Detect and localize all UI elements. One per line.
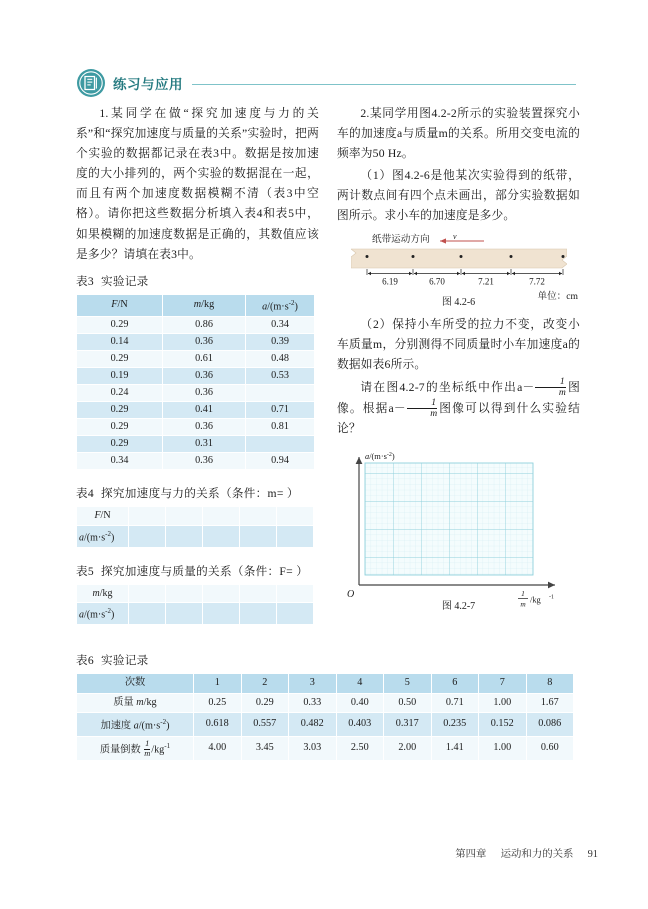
table3-header-force: F/N [77,294,163,316]
table6-caption-text: 实验记录 [101,654,149,667]
table5-block [76,563,319,625]
empty-cell[interactable] [203,603,240,625]
table3-cell: 0.36 [163,385,246,402]
empty-cell[interactable] [203,525,240,547]
table3-cell: 0.81 [246,419,315,436]
table6-header-index: 3 [289,674,337,694]
table6-cell: 0.71 [431,693,479,713]
table6-cell: 0.235 [431,713,479,737]
row-label: $a/(m\cdot s^{-2})$ [77,525,129,547]
table6-caption [76,652,574,668]
left-column [76,104,319,625]
table3-cell [246,385,315,402]
empty-cell[interactable] [240,507,277,525]
tape-units-label: 单位：cm [537,290,578,302]
problem-2-2-text: （2）保持小车所受的拉力不变，改变小车质量m，分别测得不同质量时小车加速度a的数据如表6所示。 [337,317,580,371]
table3-cell: 0.29 [77,350,163,367]
table3-cell: 0.36 [163,333,246,350]
tape-interval-label: 6.19 [382,276,398,287]
table3-cell: 0.29 [77,419,163,436]
p23-part-c: 图像可以得到什么实验结论？ [337,401,580,435]
svg-text:/kg: /kg [530,595,541,605]
table6-header-index: 5 [384,674,432,694]
table5-caption-number: 表5 [76,564,94,578]
table3-cell: 0.71 [246,402,315,419]
table6-cell: 0.33 [289,693,337,713]
table6-cell: 0.403 [336,713,384,737]
coordinate-grid-plot [337,445,580,615]
tape-interval-arrowhead [462,271,465,274]
tape-interval-label: 6.70 [429,276,445,287]
table6-cell: 1.41 [431,736,479,760]
table5-caption-text: 探究加速度与质量的关系（条件：F= ） [101,564,309,578]
table6-cell: 0.482 [289,713,337,737]
table6-cell: 0.557 [241,713,289,737]
empty-cell[interactable] [240,584,277,602]
table-row [77,402,315,419]
footer-page-number: 91 [587,849,598,860]
empty-cell[interactable] [203,584,240,602]
table4-block [76,485,319,547]
table3-caption-text: 实验记录 [101,274,149,288]
row-label: 质量倒数 $\frac{1}{m}$ $/kg^{-1}$ [77,736,194,760]
table6-cell: 3.45 [241,736,289,760]
table3-cell: 0.14 [77,333,163,350]
graph-figure [337,445,580,615]
table4-caption [76,485,319,501]
empty-cell[interactable] [277,525,314,547]
table6-cell: 0.152 [479,713,527,737]
tape-figure [337,231,580,309]
tape-interval-arrowhead [414,271,417,274]
tape-interval-arrowhead [457,271,460,274]
empty-cell[interactable] [203,507,240,525]
table3-cell: 0.29 [77,316,163,333]
table3-header-mass: m/kg [163,294,246,316]
tape-measurements [351,269,567,291]
tape-interval-arrowhead [512,271,515,274]
empty-cell[interactable] [166,603,203,625]
p23-fraction-2: $\frac{1}{m}$ [407,398,438,419]
header-divider [192,84,576,85]
table3-cell: 0.29 [77,436,163,453]
table-row [77,693,574,713]
table5 [76,584,314,625]
table-row [77,385,315,402]
table-row [77,713,574,737]
table-row [77,350,315,367]
table3-caption-number: 表3 [76,274,94,288]
tape-direction-label [372,231,488,245]
row-label: 质量 m/kg [77,693,194,713]
table3-cell: 0.39 [246,333,315,350]
empty-cell[interactable] [166,507,203,525]
table6-header-index: 2 [241,674,289,694]
tape-interval-arrowhead [507,271,510,274]
table3-cell: 0.34 [246,316,315,333]
table6-caption-number: 表6 [76,654,94,667]
table6-cell: 1.00 [479,693,527,713]
table6-cell: 2.00 [384,736,432,760]
table6-block [76,652,574,761]
graph-origin-label: O [347,589,355,601]
table-row [77,453,315,470]
table6-cell: 0.50 [384,693,432,713]
table6-cell: 0.25 [194,693,242,713]
table6-cell: 2.50 [336,736,384,760]
row-label: 加速度 $a/(m\cdot s^{-2})$ [77,713,194,737]
tape-dot [460,255,463,258]
tape-figure-caption: 图 4.2-6 [441,296,476,308]
table3-header-row [77,294,315,316]
footer-chapter-title: 运动和力的关系 [500,849,574,860]
table-row [77,584,314,602]
tape-dot [366,255,369,258]
section-title: 练习与应用 [113,77,183,93]
p23-part-a: 请在图4.2-7的坐标纸中作出a－ [360,380,535,394]
tape-dot [412,255,415,258]
empty-cell[interactable] [240,603,277,625]
table6-cell: 1.00 [479,736,527,760]
problem-2-3-text [337,377,580,439]
table6-header-label: 次数 [77,674,194,694]
table-row [77,507,314,525]
table6-header-row [77,674,574,694]
tape-interval-label: 7.21 [478,276,494,287]
tape-interval-arrowhead [409,271,412,274]
row-label: m/kg [77,584,129,602]
table5-caption [76,563,319,579]
empty-cell[interactable] [129,507,166,525]
table4 [76,506,314,547]
table-row [77,333,315,350]
table6-header-index: 1 [194,674,242,694]
table3-cell: 0.53 [246,367,315,384]
table3-cell: 0.24 [77,385,163,402]
table3-cell: 0.61 [163,350,246,367]
table4-caption-text: 探究加速度与力的关系（条件：m= ） [101,487,299,501]
empty-cell[interactable] [129,584,166,602]
table6-cell: 0.29 [241,693,289,713]
empty-cell[interactable] [277,603,314,625]
table-row [77,603,314,625]
table3-cell: 0.36 [163,453,246,470]
table3-cell: 0.86 [163,316,246,333]
table6-cell: 0.60 [526,736,574,760]
empty-cell[interactable] [277,507,314,525]
table6-cell: 4.00 [194,736,242,760]
table-row [77,419,315,436]
table3-cell: 0.36 [163,419,246,436]
section-header [76,66,576,100]
table3-cell: 0.31 [163,436,246,453]
empty-cell[interactable] [129,603,166,625]
table6-cell: 0.086 [526,713,574,737]
problem-2-1-text: （1）图4.2-6是他某次实验得到的纸带，两计数点间有四个点未画出，部分实验数据如图所示。求小车的加速度是多少。 [337,169,580,223]
graph-figure-caption: 图 4.2-7 [441,601,476,613]
tape-interval-arrowhead [559,271,562,274]
empty-cell[interactable] [129,525,166,547]
table3-caption [76,273,319,289]
table6 [76,673,574,761]
row-label: $a/(m\cdot s^{-2})$ [77,603,129,625]
book-badge-icon [76,68,106,98]
problem-2-text: 2.某同学用图4.2-2所示的实验装置探究小车的加速度a与质量m的关系。所用交变电流的频率为50 Hz。 [337,107,580,161]
table6-cell: 0.317 [384,713,432,737]
velocity-arrow-icon [432,234,488,245]
table6-header-index: 8 [526,674,574,694]
tape-interval-arrowhead [368,271,371,274]
svg-text:m: m [520,599,526,609]
p23-fraction-1: $\frac{1}{m}$ [535,377,566,398]
p23-part-b: 图像。根据a－ [337,380,580,415]
page-footer [0,845,598,860]
table3-cell: 0.36 [163,367,246,384]
table3-cell: 0.19 [77,367,163,384]
table3 [76,294,315,471]
table-row [77,525,314,547]
graph-y-axis-label: $a/(m\cdot s^{-2})$ [365,452,395,462]
table6-cell: 3.03 [289,736,337,760]
table6-header-index: 6 [431,674,479,694]
table-row [77,316,315,333]
tape-dot [510,255,513,258]
tape-strip [351,247,567,270]
table-row [77,736,574,760]
tape-direction-text: 纸带运动方向 [372,233,430,245]
right-column [337,104,580,615]
tape-interval-label: 7.72 [529,276,545,287]
table3-cell: 0.34 [77,453,163,470]
table3-cell: 0.94 [246,453,315,470]
empty-cell[interactable] [166,584,203,602]
table6-cell: 1.67 [526,693,574,713]
problem-1-text: 1.某同学在做“探究加速度与力的关系”和“探究加速度与质量的关系”实验时，把两个实验的数据都记录在表3中。数据是按加速度的大小排列的，两个实验的数据混在一起，而且有两个加速度数据模糊不清（表3中空格）。请你把这些数据分析填入表4和表5中，如果模糊的加速度数据是正确的，其数值应该是多少？请填在表3中。 [76,107,319,261]
table3-cell: 0.29 [77,402,163,419]
svg-text:-1: -1 [549,594,554,601]
table6-cell: 0.618 [194,713,242,737]
table-row [77,367,315,384]
table3-cell: 0.48 [246,350,315,367]
table-row [77,436,315,453]
table3-cell: 0.41 [163,402,246,419]
table6-header-index: 7 [479,674,527,694]
empty-cell[interactable] [240,525,277,547]
empty-cell[interactable] [166,525,203,547]
tape-dot [562,255,565,258]
footer-chapter: 第四章 [455,849,487,860]
row-label: F/N [77,507,129,525]
table3-cell [246,436,315,453]
table3-block [76,273,319,471]
table6-header-index: 4 [336,674,384,694]
table3-header-acc: $a/(m\cdot s^{-2})$ [246,294,315,316]
table6-cell: 0.40 [336,693,384,713]
svg-text:v: v [452,233,457,241]
empty-cell[interactable] [277,584,314,602]
table4-caption-number: 表4 [76,487,94,501]
svg-text:1: 1 [521,589,525,599]
